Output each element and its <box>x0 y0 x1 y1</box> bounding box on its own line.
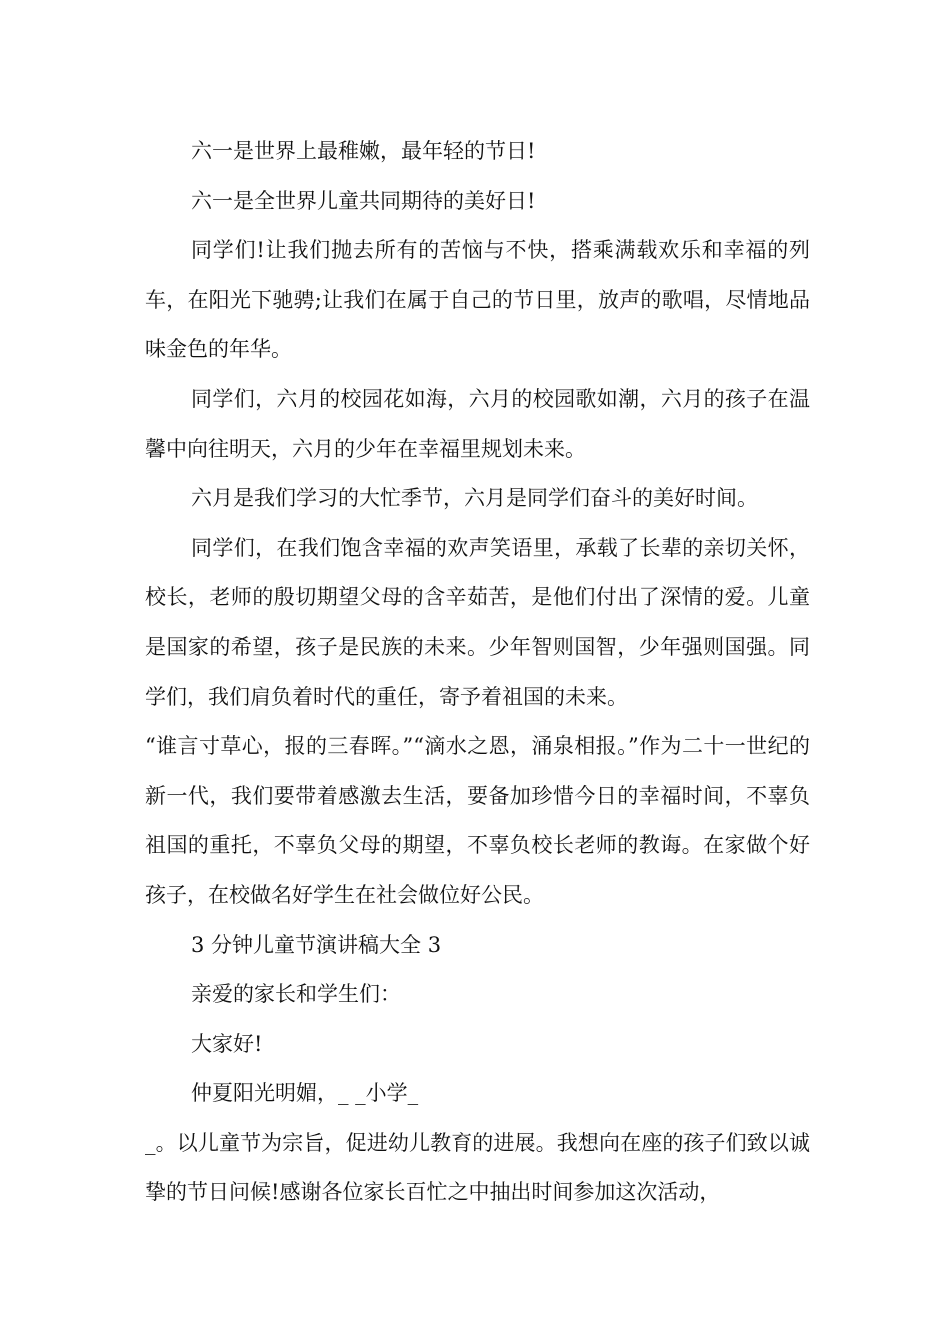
paragraph-4: 同学们，六月的校园花如海，六月的校园歌如潮，六月的孩子在温馨中向往明天，六月的少年在幸福里规划未来。 <box>145 386 810 461</box>
paragraph-7-quotes: “谁言寸草心，报的三春晖。”“滴水之恩，涌泉相报。”作为二十一世纪的新一代，我们要带着感激去生活，要备加珍惜今日的幸福时间，不辜负祖国的重托，不辜负父母的期望，不辜负校长老师的教诲。在家做个好孩子，在校做名好学生在社会做位好公民。 <box>145 734 810 907</box>
paragraph-1: 六一是世界上最稚嫩，最年轻的节日! <box>191 139 536 163</box>
greeting: 大家好! <box>191 1031 263 1056</box>
section-heading: 3 分钟儿童节演讲稿大全 3 <box>191 932 442 957</box>
paragraph-6: 同学们，在我们饱含幸福的欢声笑语里，承载了长辈的亲切关怀，校长，老师的殷切期望父母的含辛茹苦，是他们付出了深情的爱。儿童是国家的希望，孩子是民族的未来。少年智则国智，少年强则国强。同学们，我们肩负着时代的重任，寄予着祖国的未来。 <box>145 535 810 709</box>
paragraph-5: 六月是我们学习的大忙季节，六月是同学们奋斗的美好时间。 <box>191 486 758 511</box>
paragraph-opening: 仲夏阳光明媚，_ _小学_ <box>191 1081 419 1106</box>
paragraph-3: 同学们!让我们抛去所有的苦恼与不快，搭乘满载欢乐和幸福的列车，在阳光下驰骋;让我们在属于自己的节日里，放声的歌唱，尽情地品味金色的年华。 <box>145 238 810 362</box>
salutation: 亲爱的家长和学生们： <box>191 982 401 1007</box>
paragraph-2: 六一是全世界儿童共同期待的美好日! <box>191 188 536 213</box>
paragraph-continuation: _。以儿童节为宗旨，促进幼儿教育的进展。我想向在座的孩子们致以诚挚的节日问候!感谢各位家长百忙之中抽出时间参加这次活动， <box>145 1130 810 1205</box>
document-body <box>145 127 810 1218</box>
